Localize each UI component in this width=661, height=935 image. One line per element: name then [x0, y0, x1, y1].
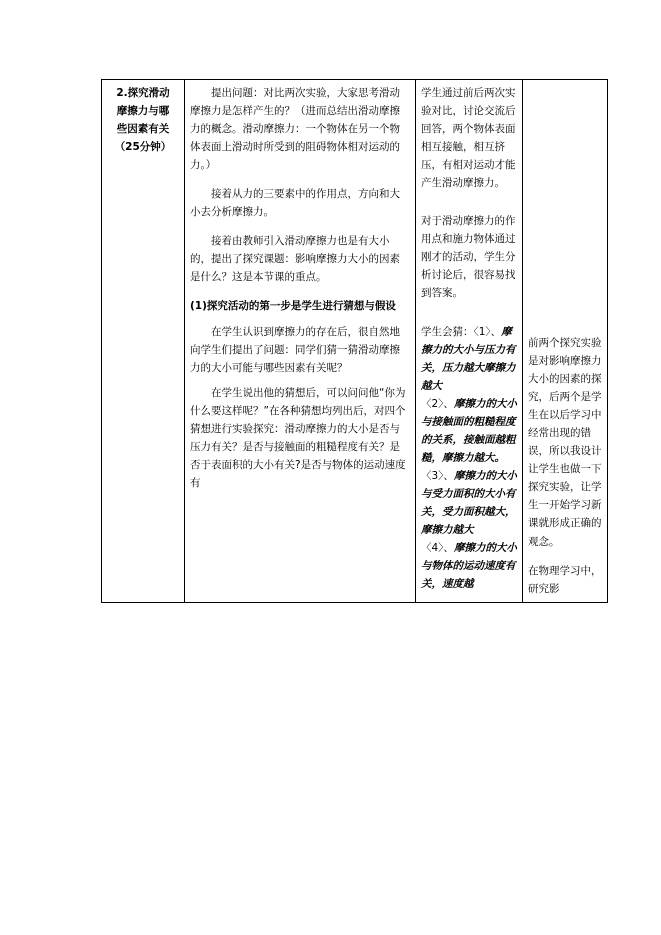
cell-teaching-process: [185, 80, 416, 603]
cell-student-activity: [416, 80, 523, 603]
main-paragraph-6: 在学生说出他的猜想后，可以问问他“你为什么要这样呢？”在各种猜想均列出后，对四个猜想进行实验探究：滑动摩擦力的大小是否与压力有关？是否与接触面的粗糙程度有关？是否于表面积的大小有关?是否与物体的运动速度有: [190, 386, 406, 489]
student-guess-lead-2: 〈2〉、: [421, 397, 454, 410]
student-guess-text-4: 摩擦力的大小与物体的运动速度有关，速度越: [421, 542, 517, 591]
student-guess-lead-3: 〈3〉、: [421, 469, 454, 482]
student-guess-text-2: 摩擦力的大小与接触面的粗糙程度的关系，接触面越粗糙，摩擦力越大。: [421, 397, 517, 464]
main-paragraph-4-heading: (1)探究活动的第一步是学生进行猜想与假设: [190, 300, 396, 313]
main-paragraph-1: 提出问题：对比两次实验，大家思考滑动摩擦力是怎样产生的？（进而总结出滑动摩擦力的概念。滑动摩擦力：一个物体在另一个物体表面上滑动时所受到的阻碍物体相对运动的力。）: [190, 87, 400, 172]
student-paragraph-2: 对于滑动摩擦力的作用点和施力物体通过刚才的活动，学生分析讨论后，很容易找到答案。: [421, 215, 516, 300]
lesson-plan-table: [101, 79, 608, 603]
student-paragraph-3: [421, 323, 517, 395]
main-paragraph-3: 接着由教师引入滑动摩擦力也是有大小的，提出了探究课题：影响摩擦力大小的因素是什么？这是本节课的重点。: [190, 235, 400, 284]
student-guess-lead-4: 〈4〉、: [421, 542, 454, 555]
student-paragraph-6: [421, 539, 517, 593]
label-line-3: 些因素有关: [116, 123, 170, 136]
label-line-2: 摩擦力与哪: [116, 105, 170, 118]
label-line-1: 2.探究滑动: [116, 87, 170, 99]
student-guess-lead-1: 学生会猜：〈1〉、: [421, 325, 502, 338]
label-line-4: （25分钟）: [114, 141, 172, 154]
student-paragraph-4: [421, 395, 517, 467]
student-paragraph-5: [421, 467, 517, 539]
table-row: [102, 80, 608, 603]
cell-section-label: [102, 80, 185, 603]
student-guess-text-1: 摩擦力的大小与压力有关，压力越大摩擦力越大: [421, 325, 516, 392]
main-paragraph-2: 接着从力的三要素中的作用点，方向和大小去分析摩擦力。: [190, 188, 400, 219]
cell-design-intent: [523, 80, 608, 603]
note-paragraph-1: 前两个探究实验是对影响摩擦力大小的因素的探究，后两个是学生在以后学习中经常出现的错误，所以我设计让学生也做一下探究实验，让学生一开始学习新课就形成正确的观念。: [528, 337, 602, 548]
main-paragraph-5: 在学生认识到摩擦力的存在后，很自然地向学生们提出了问题：同学们猜一猜滑动摩擦力的大小可能与哪些因素有关呢？: [190, 325, 400, 374]
student-paragraph-1: 学生通过前后两次实验对比，讨论交流后回答，两个物体表面相互接触，相互挤压，有相对运动才能产生滑动摩擦力。: [421, 87, 516, 190]
note-spacer: [528, 84, 602, 334]
note-paragraph-2: 在物理学习中，研究影: [528, 564, 602, 595]
student-guess-text-3: 摩擦力的大小与受力面积的大小有关，受力面积越大，摩擦力越大: [421, 469, 517, 537]
